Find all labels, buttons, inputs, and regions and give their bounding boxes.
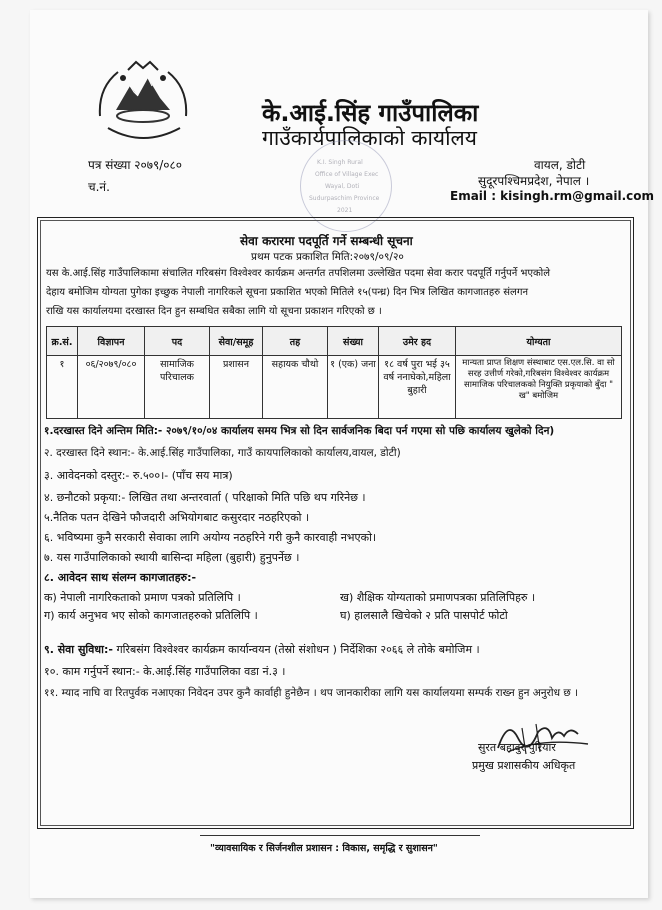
cell-age-limit: १८ वर्ष पुरा भई ३५ वर्ष ननाघेको,महिला बुहारी (379, 356, 456, 419)
footer-divider (200, 835, 480, 836)
col-header-sn: क्र.सं. (47, 327, 78, 356)
address-line-2: सुदूरपश्चिमप्रदेश, नेपाल । (478, 174, 590, 188)
col-header-age-limit: उमेर हद (379, 327, 456, 356)
item-late-notice: ११. म्याद नाघि वा रितपुर्वक नआएका निवेदन उपर कुनै कार्वाही हुनेछैन । थप जानकारीका लागि यस कार्यालयमा सम्पर्क राख्न हुन अनुरोध छ । (44, 687, 579, 699)
notice-title: सेवा करारमा पदपूर्ति गर्ने सम्बन्धी सूचना (240, 234, 413, 248)
cell-count: १ (एक) जना (328, 356, 379, 419)
org-name: के.आई.सिंह गाउँपालिका (262, 99, 479, 127)
col-header-service-group: सेवा/समूह (210, 327, 263, 356)
item-selection-process: ४. छनौटको प्रकृया:- लिखित तथा अन्तरवार्ता ( परिक्षाको मिति पछि थप गरिनेछ । (44, 491, 366, 504)
vacancy-table (46, 326, 622, 419)
item-residency: ७. यस गाउँपालिकाको स्थायी बासिन्दा महिला (बुहारी) हुनुपर्नेछ । (44, 551, 300, 564)
office-name: गाउँकार्यपालिकाको कार्यालय (262, 126, 477, 150)
item-documents-heading: ८. आवेदन साथ संलग्न कागजातहरु:- (44, 571, 197, 584)
first-published-date: प्रथम पटक प्रकाशित मिति:२०७९/०९/२० (251, 251, 404, 263)
doc-education: ख) शैक्षिक योग्यताको प्रमाणपत्रका प्रतिलिपिहरु । (340, 591, 536, 604)
table-header-row (47, 327, 622, 356)
letter-number: पत्र संख्या २०७९/०८० (88, 158, 182, 172)
cell-advertisement: ०६/२०७९/०८० (78, 356, 145, 419)
address-line-1: वायल, डोटी (534, 158, 586, 172)
item-moral-turpitude: ५.नैतिक पतन देखिने फौजदारी अभियोगबाट कसुरदार नठहरिएको । (44, 511, 310, 524)
cell-service-group: प्रशासन (210, 356, 263, 419)
benefits-label: ९. सेवा सुविधा:- (44, 643, 113, 656)
signatory-name: सुरत बहादुर पुरियार (478, 741, 556, 754)
col-header-count: संख्या (328, 327, 379, 356)
signatory-designation: प्रमुख प्रशासकीय अधिकृत (472, 759, 576, 772)
table-row (47, 356, 622, 419)
nepal-emblem-logo (88, 58, 198, 142)
item-deadline: १.दरखास्त दिने अन्तिम मिति:- २०७९/१०/०४ कार्यालय समय भित्र सो दिन सार्वजनिक बिदा पर्न गएमा सो पछि कार्यालय खुलेको दिन) (44, 425, 555, 437)
intro-line-3: राखि यस कार्यालयमा दरखास्त दिन हुन सम्बधित सबैका लागि यो सूचना प्रकाशन गरिएको छ । (46, 306, 382, 317)
office-stamp: K.I. Singh Rural Office of Village Exec Wayal, Doti Sudurpaschim Province 2021 (300, 140, 392, 232)
doc-photos: घ) हालसालै खिचेको २ प्रति पासपोर्ट फोटो (340, 609, 508, 622)
item-submission-place: २. दरखास्त दिने स्थान:- के.आई.सिंह गाउँपालिका, गाउँ कायपालिकाको कार्यालय,वायल, डोटी) (44, 447, 401, 459)
cell-level: सहायक चौथो (263, 356, 328, 419)
email-address[interactable]: Email : kisingh.rm@gmail.com (450, 189, 655, 203)
doc-experience: ग) कार्य अनुभव भए सोको कागजातहरुको प्रतिलिपि । (44, 609, 258, 622)
item-work-location: १०. काम गर्नुपर्ने स्थान:- के.आई.सिंह गाउँपालिका वडा नं.३ । (44, 665, 286, 678)
col-header-qualification: योग्यता (456, 327, 622, 356)
col-header-post: पद (145, 327, 210, 356)
benefits-text: गरिबसंग विश्वेश्वर कार्यक्रम कार्यान्वयन (तेस्रो संशोधन ) निर्देशिका २०६६ ले तोके बमोजिम । (116, 643, 480, 656)
col-header-advertisement: विज्ञापन (78, 327, 145, 356)
intro-line-1: यस के.आई.सिंह गाउँपालिकामा संचालित गरिबसंग विश्वेश्वर कार्यक्रम अन्तर्गत तपशिलमा उल्लेखित पदमा सेवा करार पदपूर्ति गर्नुपर्ने भएकोले (46, 268, 551, 279)
item-disqualification: ६. भविष्यमा कुनै सरकारी सेवाका लागि अयोग्य नठहरिने गरी कुनै कारवाही नभएको। (44, 531, 377, 544)
doc-citizenship: क) नेपाली नागरिकताको प्रमाण पत्रको प्रतिलिपि । (44, 591, 241, 604)
col-header-level: तह (263, 327, 328, 356)
intro-line-2: देहाय बमोजिम योग्यता पुगेका इच्छुक नेपाली नागरिकले सूचना प्रकाशित भएको मितिले १५(पन्ध्र) दिन भित्र लिखित कागजातहरु संलगन (46, 287, 529, 298)
dispatch-number: च.नं. (88, 180, 110, 194)
notice-intro (46, 264, 621, 321)
footer-motto: "व्यावसायिक र सिर्जनशील प्रशासन : विकास, समृद्धि र सुशासन" (210, 843, 438, 854)
cell-post: सामाजिक परिचालक (145, 356, 210, 419)
cell-sn: १ (47, 356, 78, 419)
item-application-fee: ३. आवेदनको दस्तुर:- रु.५००।- (पाँच सय मात्र) (44, 469, 233, 482)
item-benefits (44, 642, 480, 657)
cell-qualification: मान्यता प्राप्त शिक्षण संस्थाबाट एस.एल.सि. वा सो सरह उत्तीर्ण गरेको,गरिबसंग विश्वेश्वर कार्यक्रम सामाजिक परिचालकको नियुक्ति प्रकृयाको बुँदा " ख" बमोजिम (456, 356, 622, 419)
